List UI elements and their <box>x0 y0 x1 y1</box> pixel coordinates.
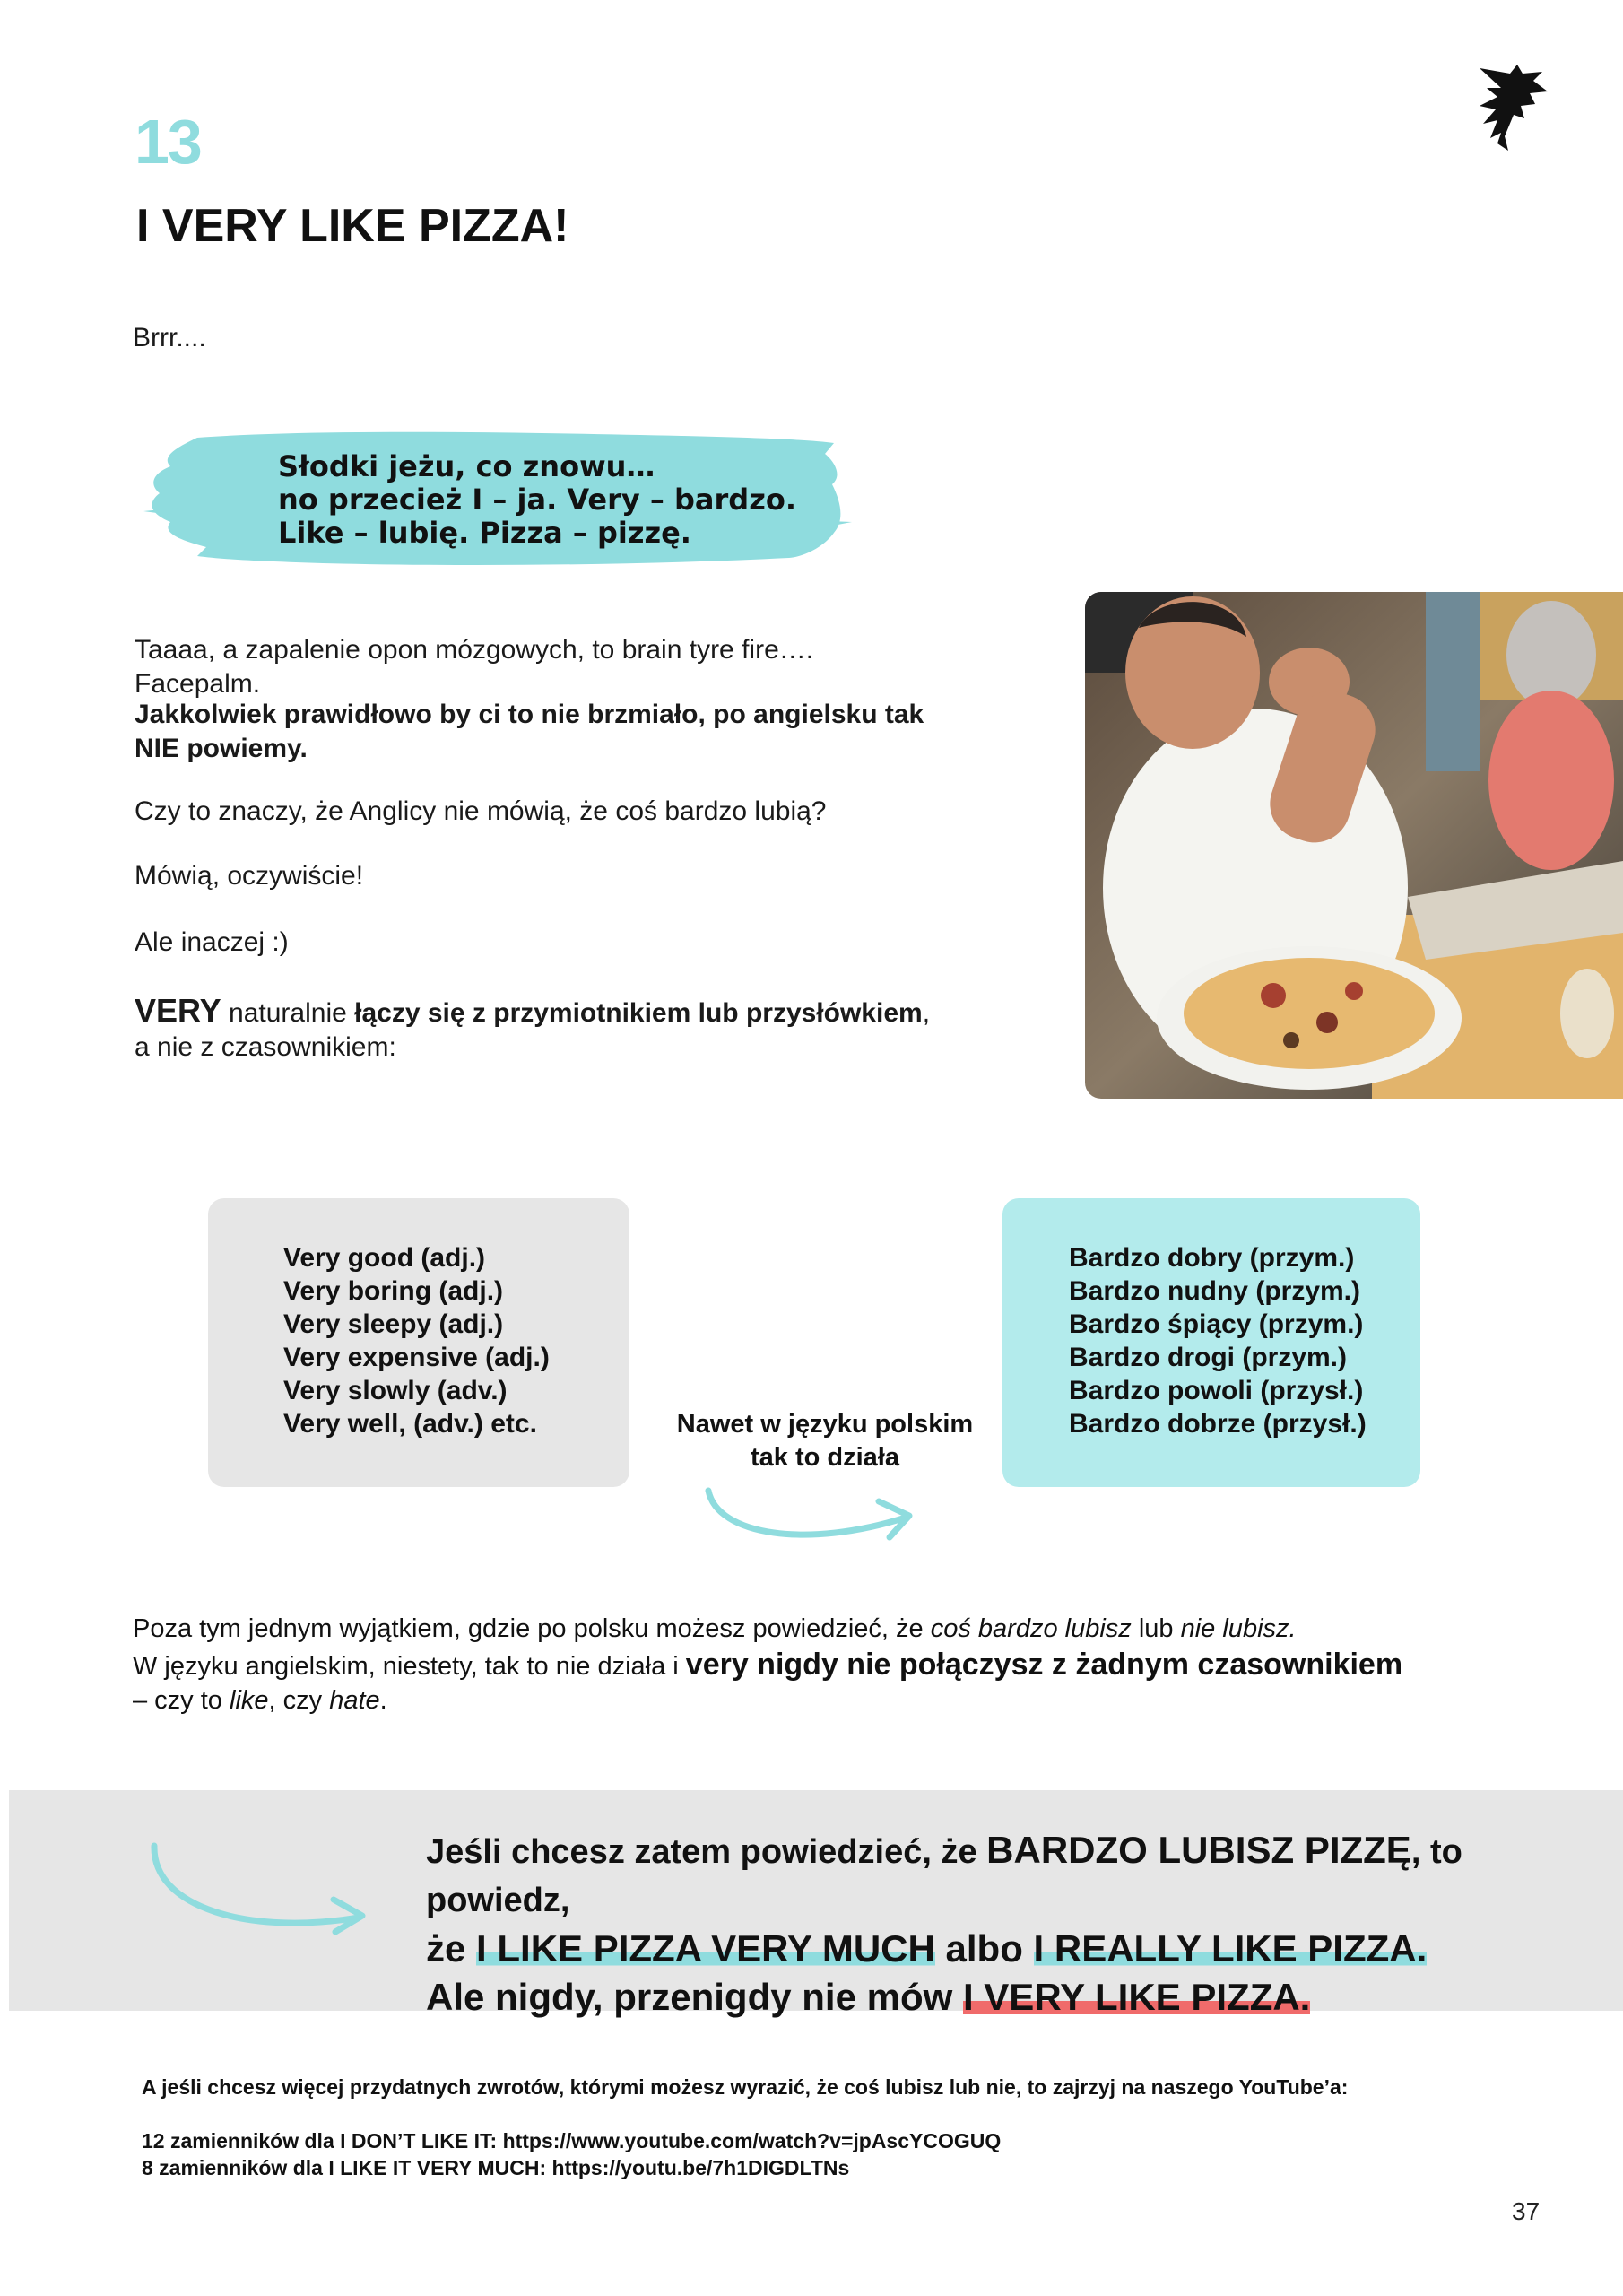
middle-note-line-2: tak to działa <box>751 1443 899 1472</box>
list-item: Bardzo śpiący (przym.) <box>1069 1309 1364 1339</box>
exception-text: . <box>379 1686 387 1715</box>
callout-line-2: no przecież I – ja. Very – bardzo. <box>278 483 796 517</box>
footer-intro: A jeśli chcesz więcej przydatnych zwrotów, którymi możesz wyrazić, że coś lubisz lub nie, to zajrzyj na naszego YouTube’a: <box>142 2075 1349 2099</box>
exception-italic-1: coś bardzo lubisz <box>930 1614 1132 1643</box>
very-rule-text-c: , a nie z czasownikiem: <box>135 998 931 1062</box>
summary-text: że <box>426 1927 477 1970</box>
very-keyword: VERY <box>135 992 221 1029</box>
summary-line-1 <box>426 1826 1592 1925</box>
exception-bold-rule: very nigdy nie połączysz z żadnym czasownikiem <box>685 1648 1403 1682</box>
list-item: Very boring (adj.) <box>283 1276 504 1306</box>
list-item: Bardzo nudny (przym.) <box>1069 1276 1361 1306</box>
very-rule-bold: łączy się z przymiotnikiem lub przysłówkiem <box>354 998 923 1028</box>
list-item: Very expensive (adj.) <box>283 1343 550 1372</box>
list-item: Very slowly (adv.) <box>283 1376 508 1405</box>
footer-link-like-very-much[interactable]: 8 zamienników dla I LIKE IT VERY MUCH: https://youtu.be/7h1DIGDLTNs <box>142 2156 850 2179</box>
paragraph-very-rule <box>135 994 942 1065</box>
callout-brush-text <box>278 450 796 550</box>
paragraph-wrong-note: Jakkolwiek prawidłowo by ci to nie brzmiało, po angielsku tak NIE powiemy. <box>135 700 924 763</box>
paragraph-answer: Mówią, oczywiście! <box>135 861 364 891</box>
summary-emphasis: BARDZO LUBISZ PIZZĘ <box>986 1829 1411 1871</box>
callout-line-3: Like – lubię. Pizza – pizzę. <box>278 516 691 550</box>
exception-italic-like: like <box>230 1686 269 1715</box>
paragraph-differently: Ale inaczej :) <box>135 927 289 957</box>
exception-text: W języku angielskim, niestety, tak to nie działa i <box>133 1652 686 1681</box>
footer-link-dont-like[interactable]: 12 zamienników dla I DON’T LIKE IT: https://www.youtube.com/watch?v=jpAscYCOGUQ <box>142 2129 1002 2152</box>
middle-note <box>664 1408 986 1474</box>
exception-line-1 <box>133 1611 1478 1647</box>
correct-phrase-1: I LIKE PIZZA VERY MUCH <box>476 1927 935 1970</box>
exception-text: , czy <box>268 1686 330 1715</box>
summary-text: Ale nigdy, przenigdy nie mów <box>426 1976 963 2018</box>
page-title: I VERY LIKE PIZZA! <box>136 200 569 252</box>
summary-callout <box>426 1826 1592 2022</box>
polish-examples-list <box>1069 1241 1367 1440</box>
summary-line-3 <box>426 1973 1592 2022</box>
exception-line-3 <box>133 1683 1478 1718</box>
exception-italic-2: nie lubisz. <box>1180 1614 1297 1643</box>
english-examples-list <box>283 1241 550 1440</box>
list-item: Bardzo powoli (przysł.) <box>1069 1376 1364 1405</box>
summary-text: albo <box>934 1927 1034 1970</box>
middle-note-line-1: Nawet w języku polskim <box>676 1410 974 1439</box>
photo-icon <box>1085 592 1623 1099</box>
pizza-photo <box>1085 592 1623 1099</box>
chapter-number: 13 <box>135 107 201 177</box>
curved-arrow-icon <box>143 1837 377 1935</box>
list-item: Bardzo drogi (przym.) <box>1069 1343 1348 1372</box>
summary-text: , to powiedz, <box>426 1833 1462 1919</box>
hedgehog-logo-icon <box>1471 61 1551 160</box>
list-item: Bardzo dobrze (przysł.) <box>1069 1409 1367 1439</box>
page-number: 37 <box>1512 2197 1541 2225</box>
exception-text: Poza tym jednym wyjątkiem, gdzie po polsku możesz powiedzieć, że <box>133 1614 931 1643</box>
exception-line-2 <box>133 1647 1532 1684</box>
exception-text: – czy to <box>133 1686 230 1715</box>
curved-arrow-icon <box>699 1482 924 1553</box>
very-rule-text-a: naturalnie <box>221 998 355 1028</box>
list-item: Very well, (adv.) etc. <box>283 1409 537 1439</box>
list-item: Very sleepy (adj.) <box>283 1309 504 1339</box>
summary-text: Jeśli chcesz zatem powiedzieć, że <box>426 1833 987 1871</box>
list-item: Very good (adj.) <box>283 1243 486 1273</box>
list-item: Bardzo dobry (przym.) <box>1069 1243 1355 1273</box>
intro-text: Brrr.... <box>133 323 206 352</box>
exception-italic-hate: hate <box>329 1686 380 1715</box>
summary-line-2 <box>426 1925 1592 1973</box>
paragraph-question: Czy to znaczy, że Anglicy nie mówią, że coś bardzo lubią? <box>135 796 827 826</box>
exception-text: lub <box>1131 1614 1181 1643</box>
wrong-phrase: I VERY LIKE PIZZA. <box>962 1976 1311 2018</box>
callout-line-1: Słodki jeżu, co znowu… <box>278 449 655 483</box>
paragraph-brain-tyre: Taaaa, a zapalenie opon mózgowych, to brain tyre fire…. Facepalm. <box>135 635 814 699</box>
correct-phrase-2: I REALLY LIKE PIZZA. <box>1033 1927 1428 1970</box>
